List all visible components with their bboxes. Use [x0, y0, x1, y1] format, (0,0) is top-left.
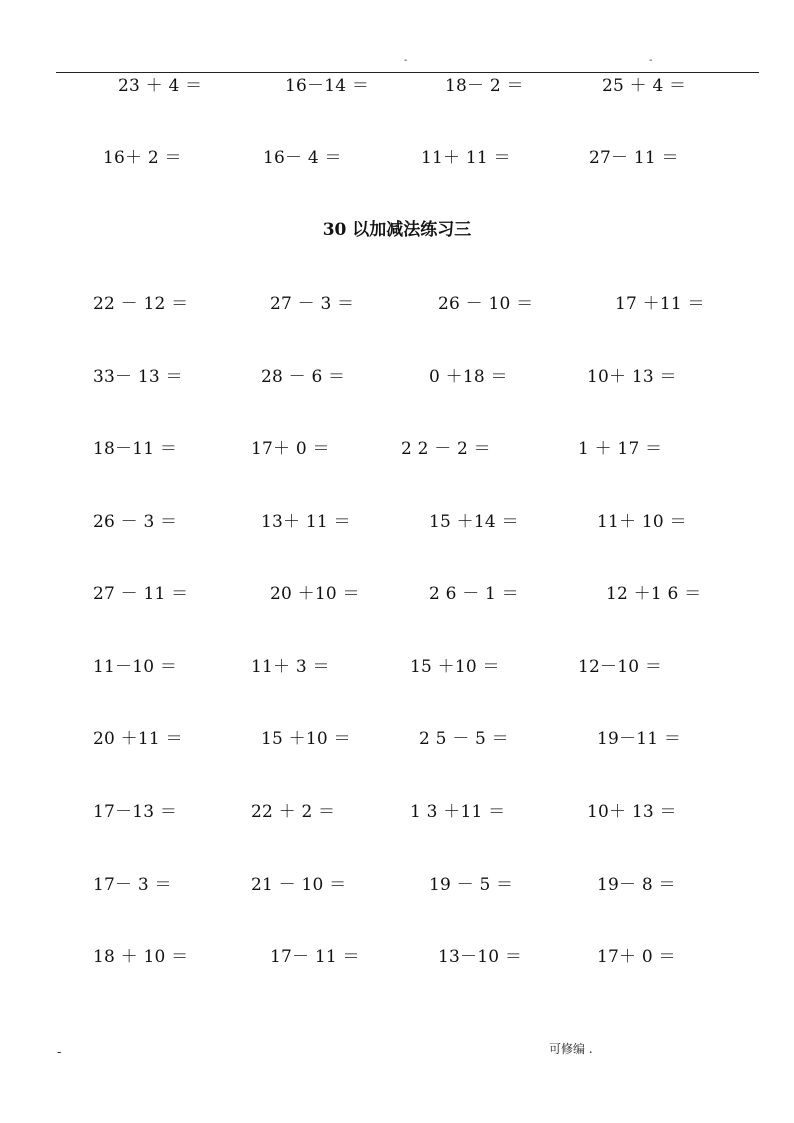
problem: 15 ＋10 ＝	[410, 657, 500, 677]
problem: 16＋ 2 ＝	[103, 148, 182, 168]
problem: 11－10 ＝	[93, 657, 178, 677]
problem: 22 ＋ 2 ＝	[251, 802, 336, 822]
problem: 2 5 － 5 ＝	[419, 729, 509, 749]
problem: 25 ＋ 4 ＝	[602, 76, 687, 96]
problem: 2 2 － 2 ＝	[401, 439, 491, 459]
problem: 12 ＋1 6 ＝	[606, 584, 702, 604]
worksheet-title: 30 以加减法练习三	[322, 220, 472, 240]
problem: 20 ＋10 ＝	[270, 584, 360, 604]
problem: 21 － 10 ＝	[251, 875, 347, 895]
problem: 19 － 5 ＝	[429, 875, 514, 895]
header-mark: -	[649, 55, 653, 66]
problem: 12－10 ＝	[578, 657, 663, 677]
problem: 26 － 3 ＝	[93, 512, 178, 532]
problem: 1 ＋ 17 ＝	[578, 439, 663, 459]
problem: 11＋ 3 ＝	[251, 657, 330, 677]
problem: 19－11 ＝	[597, 729, 682, 749]
problem: 15 ＋10 ＝	[261, 729, 351, 749]
problem: 27 － 11 ＝	[93, 584, 189, 604]
header-mark: -	[404, 55, 408, 66]
problem: 26 － 10 ＝	[438, 294, 534, 314]
problem: 11＋ 11 ＝	[421, 148, 511, 168]
problem: 1 3 ＋11 ＝	[410, 802, 506, 822]
problem: 27 － 3 ＝	[270, 294, 355, 314]
footer-mark: -	[57, 1045, 62, 1059]
problem: 17＋ 0 ＝	[251, 439, 330, 459]
problem: 28 － 6 ＝	[261, 367, 346, 387]
problem: 27－ 11 ＝	[589, 148, 679, 168]
problem: 16－ 4 ＝	[263, 148, 342, 168]
problem: 10＋ 13 ＝	[587, 802, 677, 822]
problem: 15 ＋14 ＝	[429, 512, 519, 532]
header-rule	[56, 72, 759, 73]
problem: 22 － 12 ＝	[93, 294, 189, 314]
problem: 17－13 ＝	[93, 802, 178, 822]
problem: 13－10 ＝	[438, 947, 523, 967]
problem: 17＋ 0 ＝	[597, 947, 676, 967]
problem: 33－ 13 ＝	[93, 367, 183, 387]
problem: 17－ 3 ＝	[93, 875, 172, 895]
problem: 18 ＋ 10 ＝	[93, 947, 189, 967]
problem: 20 ＋11 ＝	[93, 729, 183, 749]
problem: 23 ＋ 4 ＝	[118, 76, 203, 96]
problem: 13＋ 11 ＝	[261, 512, 351, 532]
problem: 19－ 8 ＝	[597, 875, 676, 895]
problem: 18－11 ＝	[93, 439, 178, 459]
problem: 18－ 2 ＝	[445, 76, 524, 96]
problem: 17－ 11 ＝	[270, 947, 360, 967]
problem: 17 ＋11 ＝	[615, 294, 705, 314]
problem: 16－14 ＝	[285, 76, 370, 96]
problem: 11＋ 10 ＝	[597, 512, 687, 532]
problem: 0 ＋18 ＝	[429, 367, 508, 387]
problem: 2 6 － 1 ＝	[429, 584, 519, 604]
problem: 10＋ 13 ＝	[587, 367, 677, 387]
footer-text: 可修编 .	[549, 1042, 593, 1056]
